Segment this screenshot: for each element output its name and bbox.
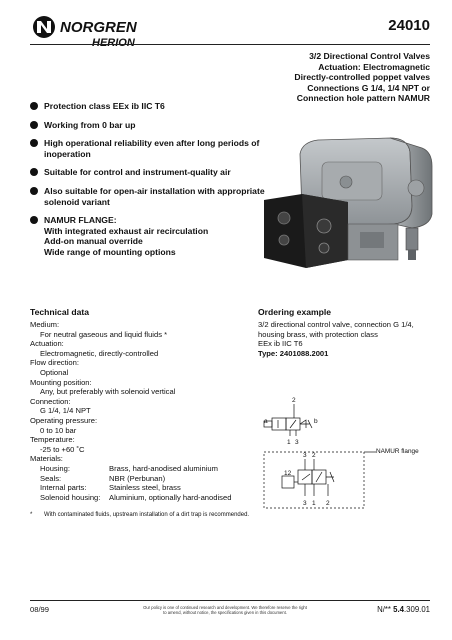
subtitle-line: 3/2 Directional Control Valves xyxy=(309,51,430,61)
feature-text: Wide range of mounting options xyxy=(44,246,176,257)
ordering-text: EEx ib IIC T6 xyxy=(258,339,303,349)
material-row xyxy=(30,493,260,503)
feature-item xyxy=(30,215,270,257)
tech-label: Operating pressure: xyxy=(30,415,98,425)
namur-flange-label: NAMUR flange xyxy=(376,448,419,455)
tech-value: -25 to +60 ˚C xyxy=(40,444,85,454)
tech-value: For neutral gaseous and liquid fluids * xyxy=(40,329,168,339)
logo-emblem-icon xyxy=(33,16,55,38)
symbol-label-2: 2 xyxy=(292,397,296,404)
feature-list xyxy=(30,101,270,266)
feature-text: Protection class EEx ib IIC T6 xyxy=(44,101,165,111)
ordering-text: 3/2 directional control valve, connection G 1/4, xyxy=(258,320,414,329)
logo-brand-norgren: NORGREN xyxy=(60,19,137,36)
material-value: Brass, hard-anodised aluminium xyxy=(109,463,218,473)
footnote-marker: * xyxy=(30,512,33,518)
symbol-label-12: 12 xyxy=(284,470,292,477)
subtitle-line: Directly-controlled poppet valves xyxy=(294,72,430,82)
footer-date: 08/99 xyxy=(30,605,50,614)
tech-label: Materials: xyxy=(30,454,63,464)
feature-text: High operational reliability even after long periods of xyxy=(44,138,260,149)
bullet-icon xyxy=(30,216,38,224)
valve-symbol-basic xyxy=(264,397,318,446)
feature-item xyxy=(30,186,270,207)
material-row xyxy=(30,483,260,493)
tech-label: Temperature: xyxy=(30,435,75,445)
ordering-text: housing brass, with protection class xyxy=(258,329,378,339)
feature-text: Also suitable for open-air installation with appropriate xyxy=(44,185,265,196)
feature-text: Working from 0 bar up xyxy=(44,119,136,130)
footer-policy xyxy=(135,605,315,616)
feature-item xyxy=(30,138,270,159)
feature-item xyxy=(30,120,270,131)
circuit-symbols xyxy=(258,394,448,514)
valve-symbol-namur xyxy=(264,452,376,508)
feature-item xyxy=(30,167,270,178)
bullet-icon xyxy=(30,187,38,195)
symbol-label-b: b xyxy=(314,418,318,425)
valve-product-photo xyxy=(262,136,440,274)
material-key: Housing: xyxy=(40,463,70,473)
tech-value: Optional xyxy=(40,367,69,377)
technical-data xyxy=(30,320,260,502)
footnote xyxy=(30,512,430,518)
feature-text: inoperation xyxy=(44,148,91,159)
ordering-type: Type: 2401088.2001 xyxy=(258,348,329,358)
tech-value: Electromagnetic, directly-controlled xyxy=(40,348,159,358)
symbol-label-2-top: 2 xyxy=(312,452,316,459)
tech-value: 0 to 10 bar xyxy=(40,425,77,435)
symbol-label-3: 3 xyxy=(295,439,299,446)
tech-label: Flow direction: xyxy=(30,358,79,368)
tech-label: Mounting position: xyxy=(30,377,92,387)
bullet-icon xyxy=(30,139,38,147)
material-row xyxy=(30,464,260,474)
logo-brand-herion: HERION xyxy=(92,37,135,49)
feature-item xyxy=(30,101,270,112)
bullet-icon xyxy=(30,102,38,110)
feature-text: solenoid variant xyxy=(44,196,110,207)
material-value: NBR (Perbunan) xyxy=(109,473,166,483)
feature-text: NAMUR FLANGE: xyxy=(44,215,117,226)
code-prefix: N/** xyxy=(377,605,394,614)
material-key: Solenoid housing: xyxy=(40,492,101,502)
bullet-icon xyxy=(30,168,38,176)
policy-line: to amend, without notice, the specifications given in this document. xyxy=(163,610,287,616)
header-rule xyxy=(30,44,430,45)
material-key: Internal parts: xyxy=(40,483,87,493)
tech-label: Medium: xyxy=(30,320,60,329)
code-suffix: .309.01 xyxy=(403,605,430,614)
tech-value: G 1/4, 1/4 NPT xyxy=(40,406,91,416)
ordering-example xyxy=(258,320,443,358)
material-value: Stainless steel, brass xyxy=(109,483,181,493)
technical-data-title: Technical data xyxy=(30,307,90,317)
footer-rule xyxy=(30,600,430,601)
subtitle-line: Connection hole pattern NAMUR xyxy=(296,93,430,103)
feature-text: Suitable for control and instrument-quality air xyxy=(44,167,231,178)
subtitle-line: Actuation: Electromagnetic xyxy=(318,61,430,72)
material-key: Seals: xyxy=(40,473,62,483)
feature-text: With integrated exhaust air recirculation xyxy=(44,225,209,236)
policy-line: Our policy is one of continued research and development. We therefore reserve the right xyxy=(143,605,307,610)
symbol-label-1: 1 xyxy=(287,439,291,446)
tech-value: Any, but preferably with solenoid vertical xyxy=(40,387,176,397)
tech-label: Actuation: xyxy=(30,339,64,349)
feature-text: Add-on manual override xyxy=(44,236,143,247)
code-number: 5.4 xyxy=(393,605,404,614)
footnote-text: With contaminated fluids, upstream installation of a dirt trap is recommended. xyxy=(44,512,250,518)
symbol-label-a: a xyxy=(264,418,268,425)
tech-label: Connection: xyxy=(30,396,71,406)
document-number: 24010 xyxy=(388,17,430,34)
bullet-icon xyxy=(30,121,38,129)
footer-page-code xyxy=(377,605,430,614)
symbol-label-1-bottom: 1 xyxy=(312,500,316,507)
material-value: Aluminium, optionally hard-anodised xyxy=(109,492,232,502)
symbol-label-3-top: 3 xyxy=(303,452,307,459)
symbol-label-2-bottom: 2 xyxy=(326,500,330,507)
product-subtitle xyxy=(230,51,430,104)
subtitle-line: Connections G 1/4, 1/4 NPT or xyxy=(307,82,430,93)
ordering-example-title: Ordering example xyxy=(258,307,332,317)
material-row xyxy=(30,474,260,484)
symbol-label-3-bottom: 3 xyxy=(303,500,307,507)
